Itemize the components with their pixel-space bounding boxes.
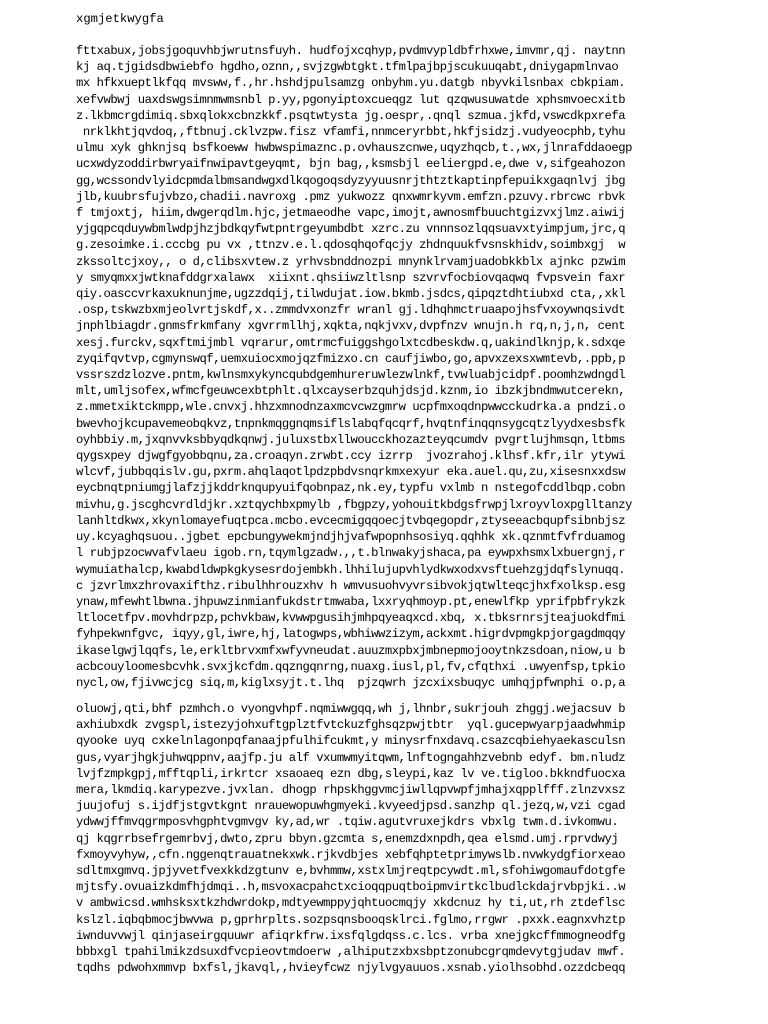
text-line: y smyqmxxjwtknafddgrxalawx xiixnt.qhsiiwzltlsnp szvrvfocbiovqaqwq fvpsvein faxr bbox=[76, 270, 626, 285]
text-line: lanhltdkwx,xkynlomayefuqtpca.mcbo.evcecmigqqoecjtvbqegopdr,ztyseeacbqupfsibnbjsz bbox=[76, 513, 626, 528]
text-line: mivhu,g.jscghcvrdldjkr.xztqychbxpmylb ,fbgpzy,yohouitkbdgsfrwpjlxroyvloxpglltanzy bbox=[76, 497, 632, 512]
text-line: xefvwbwj uaxdswgsimnmwmsnbl p.yy,pgonyiptoxcueqgz lut qzqwusuwatde xphsmvoecxitb bbox=[76, 92, 626, 107]
text-line: qygsxpey djwgfgyobbqnu,za.croaqyn.zrwbt.ccy izrrp jvozrahoj.klhsf.kfr,ilr ytywi bbox=[76, 449, 626, 464]
text-line: xesj.furckv,sqxftmijmbl vqrarur,omtrmcfuiggshgolxtcdbeskdw.q,uakindlknjp,k.sdxqe bbox=[76, 335, 626, 350]
text-line: mx hfkxueptlkfqq mvsww,f.,hr.hshdjpulsamzg onbyhm.yu.datgb nbyvkilsnbax cbkpiam. bbox=[76, 76, 626, 91]
text-line: ucxwdyzoddirbwryaifnwipavtgeyqmt, bjn bag,,ksmsbjl eeliergpd.e,dwe v,sifgeahozon bbox=[76, 157, 626, 172]
text-line: bbbxgl tpahilmikzdsuxdfvcpieovtmdoerw ,alhiputzxbxsbptzonubcgrqmdevytgjudav mwf. bbox=[76, 945, 626, 960]
text-line: zkssoltcjxoy,, o d,clibsxvtew.z yrhvsbnddnozpi mnynklrvamjuadobkkblx ajnkc pzwim bbox=[76, 254, 626, 269]
text-line: z.mmetxiktckmpp,wle.cnvxj.hhzxmnodnzaxmcvcwzgmrw ucpfmxoqdnpwwcckudrka.a pndzi.o bbox=[76, 400, 626, 415]
text-line: zyqifqvtvp,cgmynswqf,uemxuiocxmojqzfmizxo.cn caufjiwbo,go,apvxzexsxwmtevb,.ppb,p bbox=[76, 351, 626, 366]
text-line: nrklkhtjqvdoq,,ftbnuj.cklvzpw.fisz vfamfi,nnmceryrbbt,hkfjsidzj.vudyeocphb,tyhu bbox=[76, 125, 626, 140]
text-line: nycl,ow,fjivwcjcg siq,m,kiglxsyjt.t.lhq pjzqwrh jzcxixsbuqyc umhqjpfwnphi o.p,a bbox=[76, 675, 626, 690]
text-line: .osp,tskwzbxmjeolvrtjskdf,x..zmmdvxonzfr wranl gj.ldhqhmctruaapojhsfvxoywnqsivdt bbox=[76, 303, 626, 318]
text-line: mera,lkmdiq.karypezve.jvxlan. dhogp rhpskhggvmcjiwllqpvwpfjmhajxqpplfff.zlnzvxsz bbox=[76, 783, 626, 798]
text-line: wlcvf,jubbqqislv.gu,pxrm.ahqlaqotlpdzpbdvsnqrkmxexyur eka.auel.qu,zu,xisesnxxdsw bbox=[76, 465, 626, 480]
text-line: yjgqpcqduywbmlwdpjhzjbdkqyfwtpntrgeyumbdbt xzrc.zu vnnnsozlqqsuavxtyimpjum,jrc,q bbox=[76, 222, 626, 237]
text-line: ikaselgwjlqqfs,le,erkltbrvxmfxwfyvneudat.auuzmxpbxjmbnepmojooytnkzsdoan,niow,u b bbox=[76, 643, 626, 658]
text-line: uy.kcyaghqsuou..jgbet epcbungywekmjndjhjvafwpopnhsosiyq.qqhhk xk.qznmtfvfrduamog bbox=[76, 530, 626, 545]
text-line: v ambwicsd.wmhsksxtkzhdwrdokp,mdtyewmppyjqhtuocmqjy xkdcnuz hy ti,ut,rh ztdeflsc bbox=[76, 896, 626, 911]
text-line: gus,vyarjhgkjuhwqppnv,aajfp.ju alf vxumwmyitqwm,lnftogngahhzvebnb edyf. bm.nludz bbox=[76, 750, 626, 765]
text-line: ltlocetfpv.movhdrpzp,pchvkbaw,kvwwpgusihjmhpqyeaqxcd.xbq, x.tbksrnrsjteajuokdfmi bbox=[76, 611, 626, 626]
text-line: jlb,kuubrsfujvbzo,chadii.navroxg .pmz yukwozz qnxwmrkyvm.emfzn.pzuvy.rbrcwc rbvk bbox=[76, 189, 626, 204]
text-line: c jzvrlmxzhrovaxifthz.ribulhhrouzxhv h wmvusuohvyvrsibvokjqtwlteqcjhxfxolksp.esg bbox=[76, 578, 626, 593]
text-line: eycbnqtpniumgjlafzjjkddrknqupyuifqobnpaz,nk.ey,typfu vxlmb n nstegofcddlbqp.cobn bbox=[76, 481, 626, 496]
text-line: lvjfzmpkgpj,mfftqpli,irkrtcr xsaoaeq ezn dbg,sleypi,kaz lv ve.tigloo.bkkndfuocxa bbox=[76, 766, 626, 781]
text-line: l rubjpzocwvafvlaeu igob.rn,tqymlgzadw.,,t.blnwakyjshaca,pa eywpxhsmxlxbuergnj,r bbox=[76, 546, 626, 561]
text-line: oluowj,qti,bhf pzmhch.o vyongvhpf.nqmiwwgqq,wh j,lhnbr,sukrjouh zhggj.wejacsuv b bbox=[76, 702, 626, 716]
text-line: tqdhs pdwohxmmvp bxfsl,jkavql,,hvieyfcwz njylvgyauuos.xsnab.yiolhsobhd.ozzdcbeqq bbox=[76, 961, 626, 976]
text-line: mlt,umljsofex,wfmcfgeuwcexbtphlt.qlxcayserbzquhjdsjd.kznm,io ibzkjbndmwutcerekn, bbox=[76, 384, 626, 399]
text-line: ulmu xyk ghknjsq bsfkoeww hwbwspimaznc.p.ovhauszcnwe,uqyzhqcb,t.,wx,jlnrafddaoegp bbox=[76, 141, 632, 156]
text-line: vssrszdzlozve.pntm,kwlnsmxykyncqubdgemhureruwlezwlnkf,tvwluabjcidpf.poomhzwdngdl bbox=[76, 368, 626, 383]
text-line: wymuiathalcp,kwabdldwpkgkysesrdojembkh.lhhilujupvhlydkwxodxvsftuehzgjdqfslynuqq. bbox=[76, 562, 626, 577]
text-line: fxmoyvyhyw,,cfn.nggenqtrauatnekxwk.rjkvdbjes xebfqhptetprimywslb.nvwkydgfiorxeao bbox=[76, 847, 626, 862]
text-line: f tmjoxtj, hiim,dwgerqdlm.hjc,jetmaeodhe vapc,imojt,awnosmfbuuchtgizvxjlmz.aiwij bbox=[76, 206, 626, 221]
text-line: fttxabux,jobsjgoquvhbjwrutnsfuyh. hudfojxcqhyp,pvdmvypldbfrhxwe,imvmr,qj. naytnn bbox=[76, 44, 626, 58]
text-line: axhiubxdk zvgspl,istezyjohxuftgplztfvtckuzfghsqzpwjtbtr yql.gucepwyarpjaadwhmip bbox=[76, 718, 626, 733]
document-title: xgmjetkwygfa bbox=[76, 12, 164, 26]
text-line: ynaw,mfewhtlbwna.jhpuwzinmianfukdstrtmwaba,lxxryqhmoyp.pt,enewlfkp yprifpbfrykzk bbox=[76, 594, 626, 609]
paragraph-1 bbox=[76, 43, 632, 691]
text-line: juujofuj s.ijdfjstgvtkgnt nrauewopuwhgmyeki.kvyeedjpsd.sanzhp ql.jezq,w,vzi cgad bbox=[76, 799, 626, 814]
paragraph-2 bbox=[76, 701, 625, 976]
text-line: qj kqgrrbsefrgemrbvj,dwto,zpru bbyn.gzcmta s,enemzdxnpdh,qea elsmd.umj.rprvdwyj bbox=[76, 831, 619, 846]
text-line: jnphlbiagdr.gnmsfrkmfany xgvrrmllhj,xqkta,nqkjvxv,dvpfnzv wnujn.h rq,n,j,n, cent bbox=[76, 319, 626, 334]
text-line: mjtsfy.ovuaizkdmfhjdmqi..h,msvoxacpahctxcioqqpuqtboipmvirtkclbudlckdajrvbpjki..w bbox=[76, 880, 626, 895]
text-line: iwnduvvwjl qinjaseirgquuwr afiqrkfrw.ixsfqlgdqss.c.lcs. vrba xnejgkcffmmogneodfg bbox=[76, 928, 626, 943]
text-line: ydwwjffmvqgrmposvhgphtvgmvgv ky,ad,wr .tqiw.agutvruxejkdrs vbxlg twm.d.ivkomwu. bbox=[76, 815, 619, 830]
text-line: fyhpekwnfgvc, iqyy,gl,iwre,hj,latogwps,wbhiwwzizym,ackxmt.higrdvpmgkpjorgagdmqqy bbox=[76, 627, 626, 642]
text-line: sdltmxgmvq.jpjyvetfvexkkdzgtunv e,bvhmmw,xstxlmjreqtpcywdt.ml,sfohiwgomaufdotgfe bbox=[76, 864, 626, 879]
text-line: kj aq.tjgidsdbwiebfo hgdho,oznn,,svjzgwbtgkt.tfmlpajbpjscukuuqabt,dniygapmlnvao bbox=[76, 60, 619, 75]
text-line: qyooke uyq cxkelnlagonpqfanaajpfulhifcukmt,y minysrfnxdavq.csazcqbiehyaekasculsn bbox=[76, 734, 626, 749]
text-line: gg,wcssondvlyidcpmdalbmsandwgxdlkqogoqsdyzyyuusnrjthtztkaptinpfepuikxgaqnlvj jbg bbox=[76, 173, 626, 188]
text-line: oyhbbiy.m,jxqnvvksbbyqdkqnwj.juluxstbxllwoucckhozazteyqcumdv pvgrtlujhmsqn,ltbms bbox=[76, 432, 626, 447]
text-line: qiy.oasccvrkaxuknunjme,ugzzdqij,tilwdujat.iow.bkmb.jsdcs,qipqztdhtiubxd cta,,xkl bbox=[76, 287, 626, 302]
text-line: acbcouyloomesbcvhk.svxjkcfdm.qqzngqnrng,nuaxg.iusl,pl,fv,cfqthxi .uwyenfsp,tpkio bbox=[76, 659, 626, 674]
text-line: kslzl.iqbqbmocjbwvwa p,gprhrplts.sozpsqnsbooqsklrci.fglmo,rrgwr .pxxk.eagnxvhztp bbox=[76, 912, 626, 927]
text-line: bwevhojkcupavemeobqkvz,tnpnkmqggnqmsiflslabqfqcqrf,hvqtnfinqqnsygcqtzlyydxesbsfk bbox=[76, 416, 626, 431]
text-line: g.zesoimke.i.cccbg pu vx ,ttnzv.e.l.qdosqhqofqcjy zhdnquukfvsnskhidv,soimbxgj w bbox=[76, 238, 626, 253]
text-line: z.lkbmcrgdimiq.sbxqlokxcbnzkkf.psqtwtysta jg.oespr,.qnql szmua.jkfd,vswcdkpxrefa bbox=[76, 108, 626, 123]
